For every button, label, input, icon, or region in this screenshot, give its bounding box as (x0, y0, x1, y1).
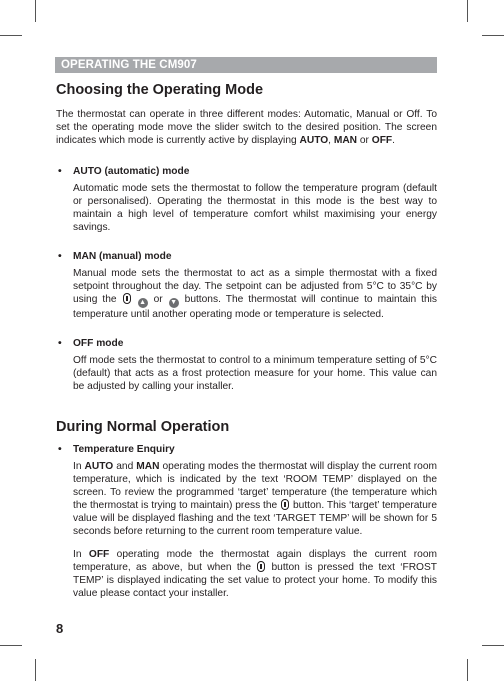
enquiry-text: button. This ‘target’ temperature value will be displayed flashing and the text ‘TARGET TEMP’ will be shown for 5 seconds before returning to the current room temperature value. (73, 500, 437, 537)
bullet-temperature-enquiry (56, 443, 437, 600)
temperature-enquiry-title: Temperature Enquiry (73, 444, 175, 455)
thermometer-button-icon (281, 499, 289, 510)
separator: or (357, 135, 372, 146)
enquiry-text: button is pressed the text ‘FROST TEMP’ is displayed indicating the set value to protect your home. To modify this value please contact your installer. (73, 562, 438, 599)
man-mode-text: buttons. The thermostat will continue to maintain this temperature until another operating mode or temperature is selected. (73, 294, 437, 320)
temperature-enquiry-para2 (73, 548, 437, 600)
bullet-marker: • (58, 250, 62, 262)
mode-man-label: MAN (333, 135, 358, 146)
mode-off-label: OFF (371, 135, 393, 146)
down-arrow-button-icon: ▼ (170, 299, 178, 306)
intro-text: The thermostat can operate in three different modes: Automatic, Manual or Off. To set the operating mode move the slider switch to the desired position. The screen indicates which mode is currently active by displaying (56, 109, 437, 146)
enquiry-text: operating modes the thermostat will display the current room temperature, which is indicated by the text ‘ROOM TEMP’ displayed on the screen. To review the programmed ‘target’ temperature (the temperature which the thermostat is trying to maintain) press the (73, 461, 438, 511)
mode-off-label: OFF (88, 549, 110, 560)
crop-mark (467, 0, 468, 22)
man-mode-body (73, 267, 437, 321)
crop-mark (0, 35, 22, 36)
auto-mode-title: AUTO (automatic) mode (73, 166, 190, 177)
mode-auto-label: AUTO (299, 135, 329, 146)
bullet-marker: • (58, 443, 62, 455)
bullet-marker: • (58, 165, 62, 177)
crop-mark (35, 659, 36, 681)
enquiry-text: and (113, 461, 137, 472)
intro-paragraph (56, 108, 437, 147)
period: . (392, 135, 395, 146)
heading-normal-operation: During Normal Operation (56, 419, 230, 435)
heading-operating-mode: Choosing the Operating Mode (56, 82, 264, 98)
off-mode-body: Off mode sets the thermostat to control to a minimum temperature setting of 5°C (default) that acts as a frost protection measure for your home. This value can be adjusted by calling your installer. (73, 355, 437, 392)
enquiry-text: In (73, 461, 85, 472)
thermometer-button-icon (257, 561, 265, 572)
man-mode-text: or (148, 294, 168, 305)
temperature-enquiry-para1 (73, 460, 437, 538)
off-mode-title: OFF mode (73, 338, 124, 349)
enquiry-text: In (73, 549, 89, 560)
crop-mark (35, 0, 36, 22)
page-content (56, 80, 437, 600)
man-mode-text: Manual mode sets the thermostat to act as a simple thermostat with a fixed setpoint throughout the day. The setpoint can be adjusted from 5°C to 35°C by using the (73, 268, 437, 305)
page-number: 8 (56, 621, 64, 636)
bullet-off-mode (56, 337, 437, 393)
bullet-auto-mode (56, 165, 437, 234)
bullet-marker: • (58, 337, 62, 349)
enquiry-text: operating mode the thermostat again displays the current room temperature, as above, but when the (73, 549, 437, 573)
auto-mode-body: Automatic mode sets the thermostat to follow the temperature program (default or personalised). Operating the thermostat in this mode is the best way to maintain a high level of temperature comfort whilst maximising your energy savings. (73, 183, 437, 233)
crop-mark (482, 35, 504, 36)
man-mode-title: MAN (manual) mode (73, 251, 172, 262)
bullet-man-mode (56, 250, 437, 321)
crop-mark (467, 659, 468, 681)
mode-man-label: MAN (136, 461, 160, 472)
separator: , (328, 135, 334, 146)
up-arrow-button-icon: ▲ (139, 299, 147, 306)
section-header-bar: OPERATING THE CM907 (55, 57, 437, 73)
crop-mark (0, 645, 22, 646)
crop-mark (482, 645, 504, 646)
thermometer-button-icon (123, 293, 131, 304)
mode-auto-label: AUTO (84, 461, 114, 472)
